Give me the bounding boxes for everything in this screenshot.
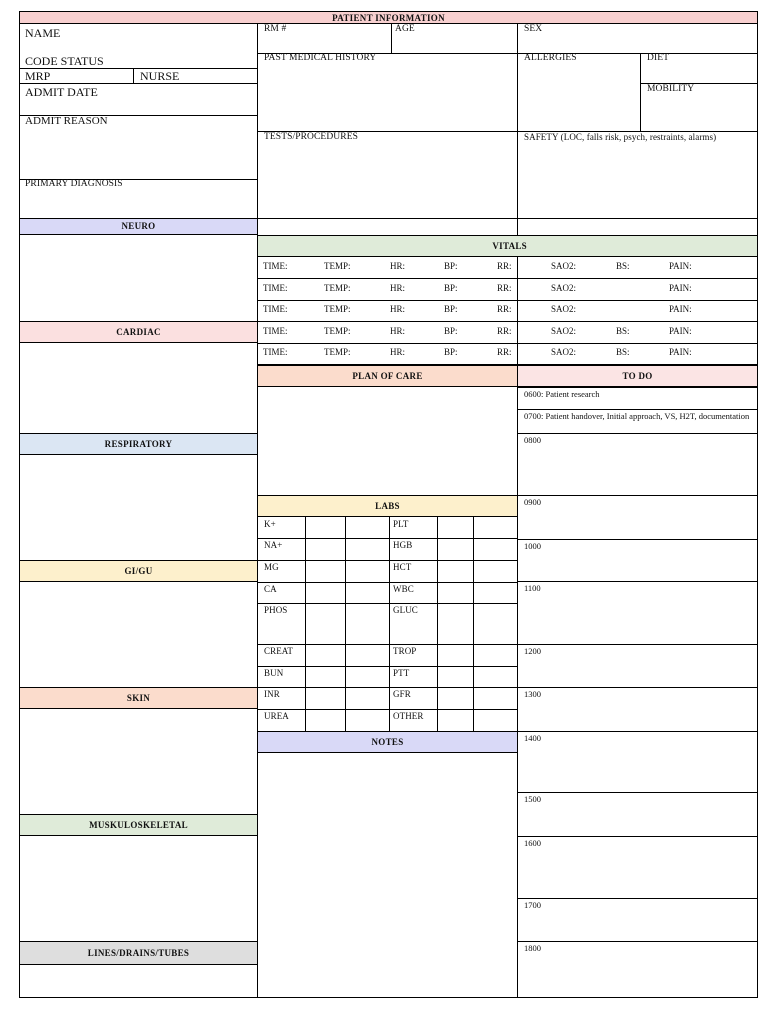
lab-label: PLT — [393, 519, 409, 529]
respiratory-header: RESPIRATORY — [19, 433, 258, 455]
vitals-hr-cell[interactable]: HR: — [390, 282, 406, 293]
cardiac-header: CARDIAC — [19, 321, 258, 343]
admit-date-field[interactable]: ADMIT DATE — [25, 85, 98, 99]
sex-field[interactable]: SEX — [524, 24, 543, 34]
vitals-header: VITALS — [257, 235, 758, 257]
vitals-bp-cell[interactable]: BP: — [444, 347, 458, 358]
todo-item[interactable]: 0900 — [524, 497, 541, 507]
lab-label: GLUC — [393, 605, 418, 615]
todo-item[interactable]: 1800 — [524, 943, 541, 953]
notes-header: NOTES — [257, 731, 518, 753]
lab-label: GFR — [393, 689, 411, 699]
neuro-header: NEURO — [19, 218, 258, 235]
lab-label: PTT — [393, 668, 410, 678]
name-field[interactable]: NAME — [25, 26, 61, 40]
lab-label: INR — [264, 689, 280, 699]
vitals-row — [257, 343, 758, 365]
rm-field[interactable]: RM # — [264, 24, 287, 34]
vitals-bp-cell[interactable]: BP: — [444, 261, 458, 271]
todo-item[interactable]: 1400 — [524, 733, 541, 743]
todo-item[interactable]: 1000 — [524, 541, 541, 551]
vitals-bp-cell[interactable]: BP: — [444, 304, 458, 315]
todo-item[interactable]: 1200 — [524, 646, 541, 656]
vitals-sao2-cell[interactable]: SAO2: — [551, 325, 577, 336]
gi-gu-header: GI/GU — [19, 560, 258, 582]
vitals-hr-cell[interactable]: HR: — [390, 347, 406, 358]
vitals-time-cell[interactable]: TIME: — [263, 261, 288, 271]
patient-report-sheet — [19, 11, 758, 998]
allergies-field[interactable]: ALLERGIES — [524, 53, 577, 63]
vitals-rr-cell[interactable]: RR: — [497, 325, 512, 336]
vitals-row — [257, 300, 758, 322]
todo-item[interactable]: 0600: Patient research — [524, 389, 600, 399]
vitals-hr-cell[interactable]: HR: — [390, 325, 406, 336]
primary-diagnosis-field[interactable]: PRIMARY DIAGNOSIS — [25, 179, 123, 189]
vitals-time-cell[interactable]: TIME: — [263, 282, 288, 293]
vitals-bs-cell[interactable]: BS: — [616, 347, 630, 358]
lab-label: CREAT — [264, 646, 294, 656]
diet-field[interactable]: DIET — [647, 53, 670, 63]
todo-item[interactable]: 0700: Patient handover, Initial approach, VS, H2T, documentation — [524, 411, 750, 421]
lab-label: OTHER — [393, 711, 424, 721]
lab-label: CA — [264, 584, 277, 594]
past-medical-history-field[interactable]: PAST MEDICAL HISTORY — [264, 53, 377, 63]
todo-item[interactable]: 1100 — [524, 583, 541, 593]
vitals-sao2-cell[interactable]: SAO2: — [551, 282, 577, 293]
lab-label: UREA — [264, 711, 289, 721]
code-status-field[interactable]: CODE STATUS — [25, 54, 104, 68]
lab-label: HGB — [393, 540, 413, 550]
lab-label: TROP — [393, 646, 417, 656]
safety-field[interactable]: SAFETY (LOC, falls risk, psych, restraints, alarms) — [524, 132, 717, 142]
vitals-row — [257, 322, 758, 344]
vitals-hr-cell[interactable]: HR: — [390, 304, 406, 315]
admit-reason-field[interactable]: ADMIT REASON — [25, 115, 108, 127]
vitals-bs-cell[interactable]: BS: — [616, 261, 630, 271]
mobility-field[interactable]: MOBILITY — [647, 84, 695, 94]
vitals-pain-cell[interactable]: PAIN: — [669, 347, 692, 358]
vitals-rr-cell[interactable]: RR: — [497, 261, 512, 271]
vitals-rr-cell[interactable]: RR: — [497, 347, 512, 358]
vitals-rr-cell[interactable]: RR: — [497, 304, 512, 315]
todo-header: TO DO — [517, 365, 758, 387]
vitals-temp-cell[interactable]: TEMP: — [324, 325, 351, 336]
lab-label: MG — [264, 562, 279, 572]
plan-of-care-header: PLAN OF CARE — [257, 365, 518, 387]
vitals-sao2-cell[interactable]: SAO2: — [551, 261, 577, 271]
vitals-rr-cell[interactable]: RR: — [497, 282, 512, 293]
todo-item[interactable]: 0800 — [524, 435, 541, 445]
mrp-field[interactable]: MRP — [25, 69, 51, 83]
musculoskeletal-header: MUSKULOSKELETAL — [19, 814, 258, 836]
vitals-pain-cell[interactable]: PAIN: — [669, 261, 692, 271]
labs-header: LABS — [257, 495, 518, 517]
lines-drains-tubes-header: LINES/DRAINS/TUBES — [19, 941, 258, 965]
vitals-row — [257, 257, 758, 279]
lab-label: K+ — [264, 519, 276, 529]
vitals-temp-cell[interactable]: TEMP: — [324, 261, 351, 271]
lab-label: WBC — [393, 584, 414, 594]
vitals-sao2-cell[interactable]: SAO2: — [551, 347, 577, 358]
todo-item[interactable]: 1500 — [524, 794, 541, 804]
lab-label: NA+ — [264, 540, 283, 550]
vitals-bp-cell[interactable]: BP: — [444, 282, 458, 293]
vitals-pain-cell[interactable]: PAIN: — [669, 304, 692, 315]
nurse-field[interactable]: NURSE — [140, 69, 180, 83]
vitals-bs-cell[interactable]: BS: — [616, 325, 630, 336]
vitals-temp-cell[interactable]: TEMP: — [324, 282, 351, 293]
vitals-row — [257, 279, 758, 301]
skin-header: SKIN — [19, 687, 258, 709]
vitals-temp-cell[interactable]: TEMP: — [324, 347, 351, 358]
lab-label: BUN — [264, 668, 284, 678]
vitals-sao2-cell[interactable]: SAO2: — [551, 304, 577, 315]
todo-item[interactable]: 1600 — [524, 838, 541, 848]
vitals-time-cell[interactable]: TIME: — [263, 304, 288, 315]
todo-item[interactable]: 1700 — [524, 900, 541, 910]
todo-item[interactable]: 1300 — [524, 689, 541, 699]
vitals-pain-cell[interactable]: PAIN: — [669, 325, 692, 336]
tests-procedures-field[interactable]: TESTS/PROCEDURES — [264, 132, 358, 142]
vitals-temp-cell[interactable]: TEMP: — [324, 304, 351, 315]
vitals-time-cell[interactable]: TIME: — [263, 347, 288, 358]
vitals-bp-cell[interactable]: BP: — [444, 325, 458, 336]
lab-label: PHOS — [264, 605, 288, 615]
patient-information-header: PATIENT INFORMATION — [19, 11, 758, 24]
lab-label: HCT — [393, 562, 412, 572]
vitals-hr-cell[interactable]: HR: — [390, 261, 406, 271]
vitals-time-cell[interactable]: TIME: — [263, 325, 288, 336]
vitals-pain-cell[interactable]: PAIN: — [669, 282, 692, 293]
age-field[interactable]: AGE — [395, 24, 415, 34]
